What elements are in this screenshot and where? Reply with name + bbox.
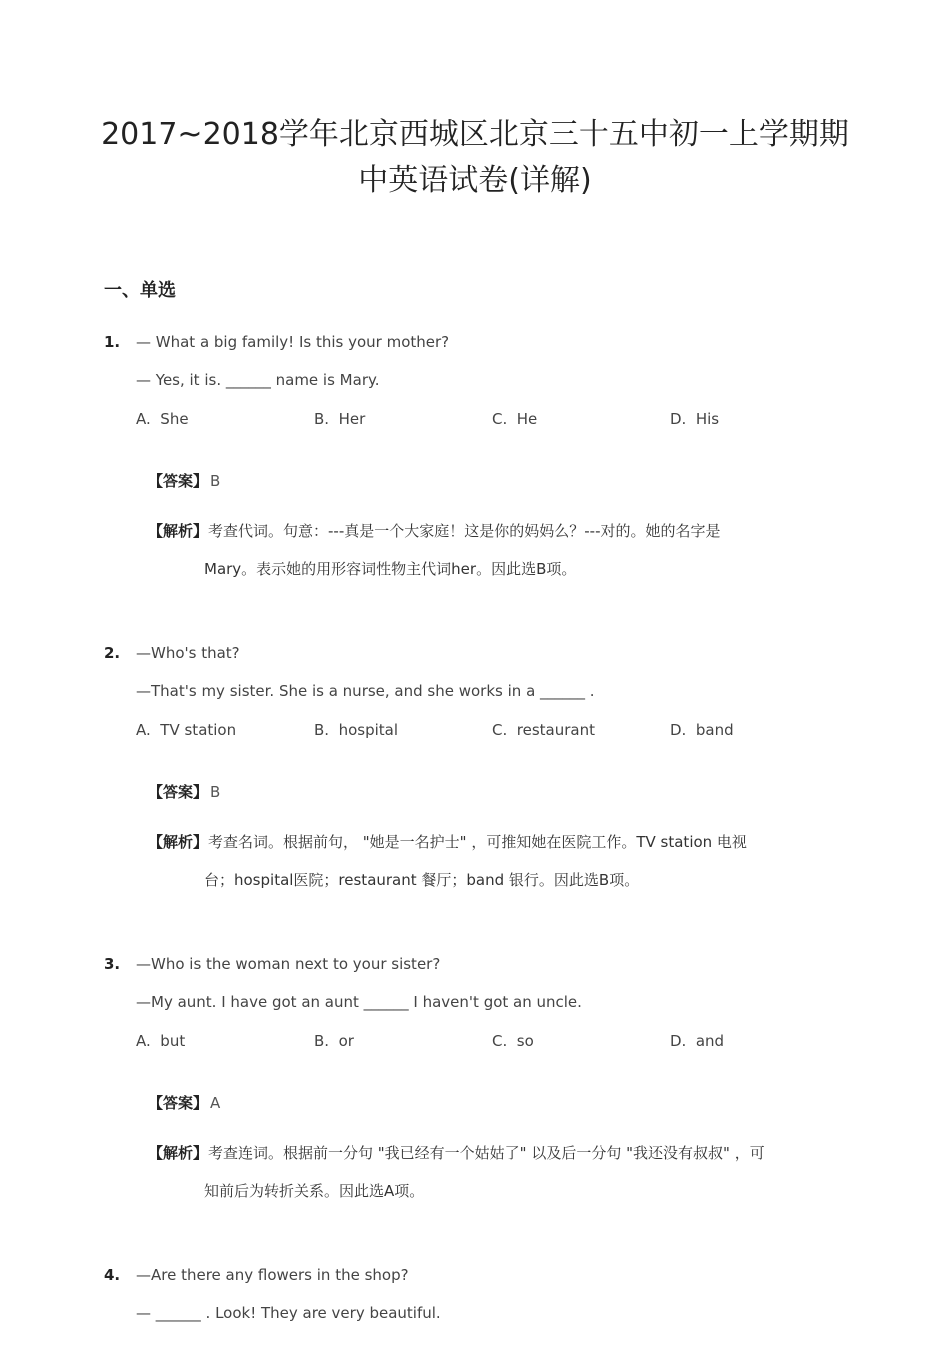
option-d: D. and (670, 1032, 725, 1050)
title-line-1: 2017~2018学年北京西城区北京三十五中初一上学期期 (101, 117, 849, 152)
question-line: — Yes, it is. ______ name is Mary. (136, 371, 380, 389)
option-a: A. but (136, 1032, 186, 1050)
explanation-text: 考查代词。句意：---真是一个大家庭！这是你的妈妈么？---对的。她的名字是 (208, 522, 721, 540)
option-c: C. He (492, 410, 538, 428)
question-line: — ______ . Look! They are very beautiful. (136, 1304, 441, 1322)
option-a: A. She (136, 410, 189, 428)
question-line: —Who's that? (136, 644, 240, 662)
option-d: D. His (670, 410, 720, 428)
option-b: B. hospital (314, 721, 399, 739)
explanation-label: 【解析】 (148, 1144, 209, 1162)
document-title (60, 112, 890, 204)
explanation-row (148, 1142, 765, 1163)
section-heading: 一、单选 (104, 280, 176, 301)
answer-label: 【答案】 (148, 783, 209, 801)
option-b: B. Her (314, 410, 366, 428)
question-number: 4. (104, 1266, 121, 1284)
question-number: 3. (104, 955, 121, 973)
option-d: D. band (670, 721, 734, 739)
option-b: B. or (314, 1032, 354, 1050)
option-a: A. TV station (136, 721, 237, 739)
answer-row (148, 781, 220, 802)
answer-value: B (210, 472, 221, 490)
question-number: 2. (104, 644, 121, 662)
question-line: —That's my sister. She is a nurse, and she works in a ______ . (136, 682, 595, 700)
answer-label: 【答案】 (148, 472, 209, 490)
option-c: C. restaurant (492, 721, 595, 739)
option-c: C. so (492, 1032, 534, 1050)
title-line-2: 中英语试卷(详解) (358, 163, 592, 198)
explanation-label: 【解析】 (148, 522, 209, 540)
answer-value: A (210, 1094, 221, 1112)
explanation-row (148, 831, 747, 852)
answer-row (148, 1092, 220, 1113)
question-line: — What a big family! Is this your mother? (136, 333, 450, 351)
question-line: —Are there any flowers in the shop? (136, 1266, 409, 1284)
explanation-text: 考查连词。根据前一分句 "我已经有一个姑姑了" 以及后一分句 "我还没有叔叔" ，可 (208, 1144, 765, 1162)
question-line: —Who is the woman next to your sister? (136, 955, 441, 973)
answer-value: B (210, 783, 221, 801)
explanation-label: 【解析】 (148, 833, 209, 851)
explanation-text: 知前后为转折关系。因此选A项。 (204, 1182, 425, 1200)
question-line: —My aunt. I have got an aunt ______ I haven't got an uncle. (136, 993, 582, 1011)
answer-row (148, 470, 220, 491)
explanation-text: 台；hospital医院；restaurant 餐厅；band 银行。因此选B项。 (204, 871, 640, 889)
question-number: 1. (104, 333, 121, 351)
explanation-text: 考查名词。根据前句， "她是一名护士" ，可推知她在医院工作。TV station 电视 (208, 833, 747, 851)
answer-label: 【答案】 (148, 1094, 209, 1112)
explanation-text: Mary。表示她的用形容词性物主代词her。因此选B项。 (204, 560, 577, 578)
explanation-row (148, 520, 721, 541)
